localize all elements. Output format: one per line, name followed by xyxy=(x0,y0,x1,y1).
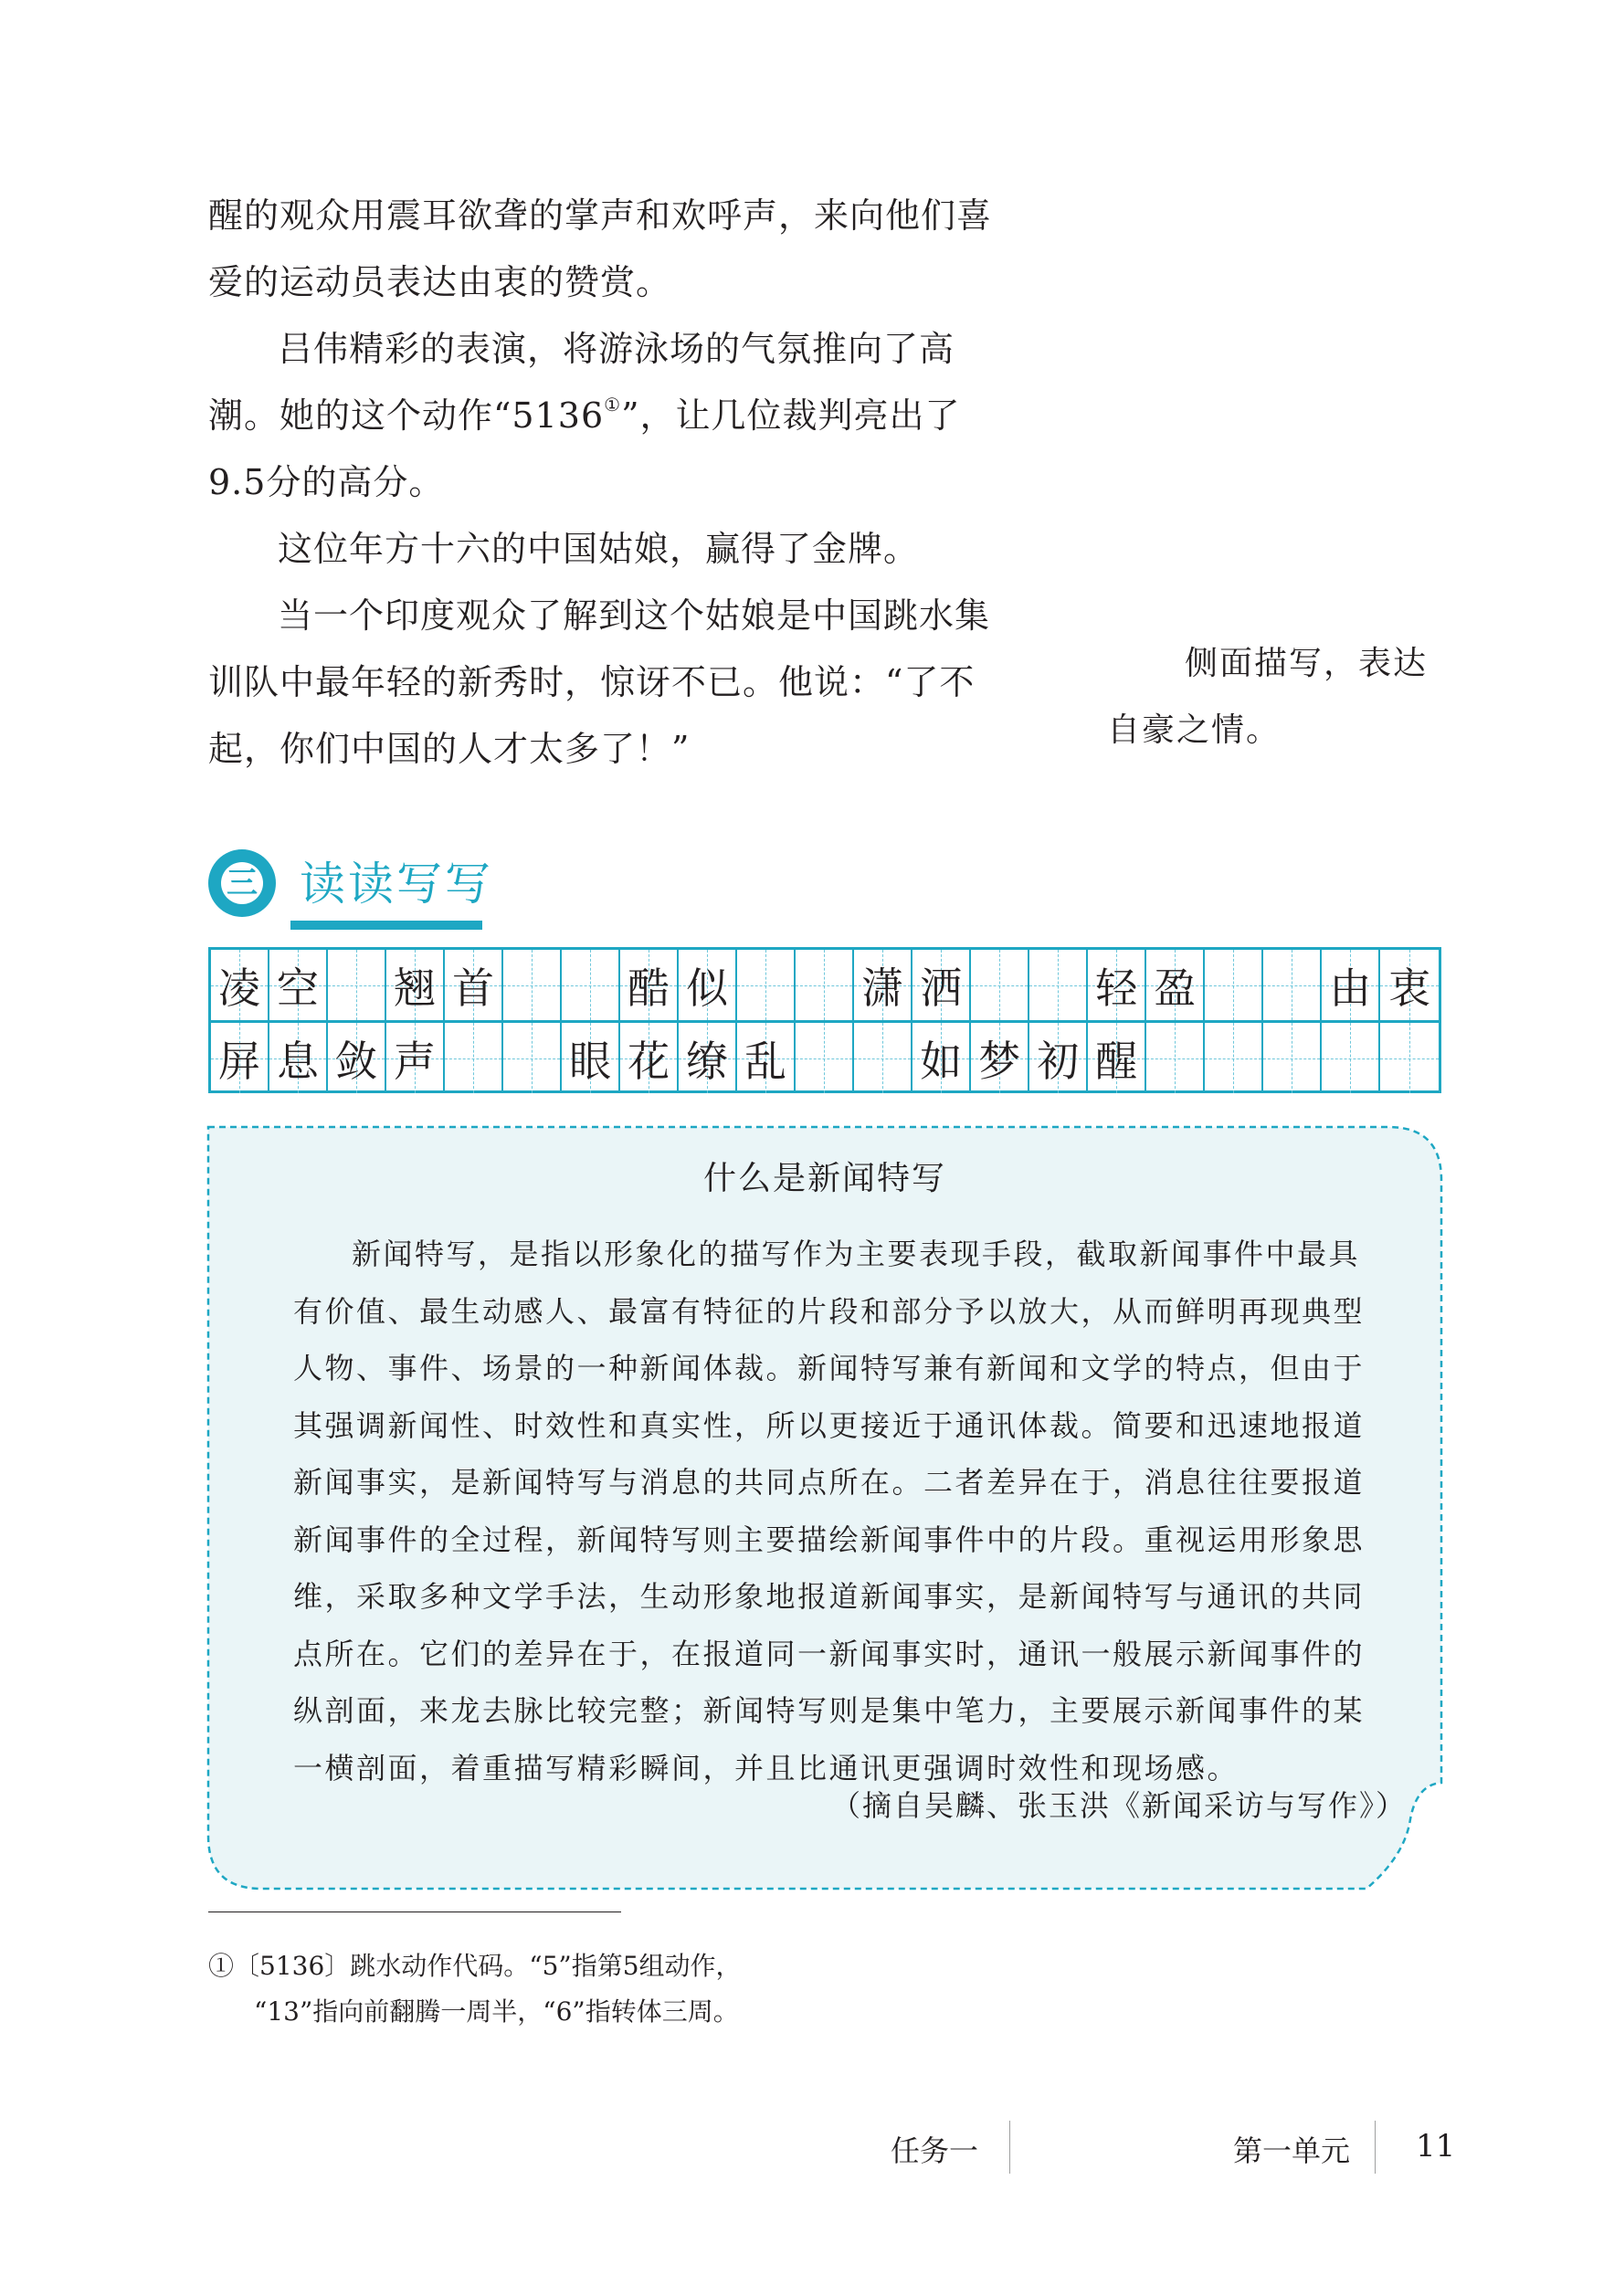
paragraph-2-text-b: ”，让几位裁判亮出了9.5分的高分。 xyxy=(208,395,961,502)
grid-cell: 如 xyxy=(912,1023,971,1093)
footer-divider xyxy=(1375,2121,1376,2174)
section-heading xyxy=(208,840,574,932)
section-title: 读读写写 xyxy=(300,858,493,911)
grid-cell xyxy=(1146,1023,1205,1093)
side-annotation xyxy=(1107,630,1472,764)
grid-cell xyxy=(1205,950,1263,1020)
footnote xyxy=(208,1943,939,2035)
grid-cell xyxy=(328,950,386,1020)
grid-cell: 翘 xyxy=(386,950,445,1020)
grid-cell xyxy=(503,950,562,1020)
paragraph-2 xyxy=(208,316,1012,516)
vocabulary-grid xyxy=(208,947,1441,1093)
info-box-source: （摘自吴麟、张玉洪《新闻采访与写作》） xyxy=(830,1788,1407,1823)
grid-cell xyxy=(562,950,620,1020)
info-box-title: 什么是新闻特写 xyxy=(702,1160,946,1197)
grid-cell: 醒 xyxy=(1088,1023,1146,1093)
grid-cell xyxy=(1322,1023,1380,1093)
grid-cell: 初 xyxy=(1029,1023,1088,1093)
grid-cell: 盈 xyxy=(1146,950,1205,1020)
grid-cell xyxy=(971,950,1029,1020)
paragraph-3: 这位年方十六的中国姑娘，赢得了金牌。 xyxy=(278,529,920,569)
grid-cell: 缭 xyxy=(679,1023,737,1093)
grid-cell xyxy=(445,1023,503,1093)
grid-cell: 首 xyxy=(445,950,503,1020)
footnote-marker[interactable]: ① xyxy=(604,394,622,416)
footnote-line-2: “13”指向前翻腾一周半，“6”指转体三周。 xyxy=(254,1996,739,2027)
page-number: 11 xyxy=(1416,2128,1456,2164)
grid-cell: 空 xyxy=(269,950,328,1020)
vocabulary-row-1 xyxy=(211,950,1439,1020)
grid-cell: 乱 xyxy=(737,1023,796,1093)
grid-cell xyxy=(796,950,854,1020)
page-footer xyxy=(0,2128,1614,2183)
grid-cell xyxy=(737,950,796,1020)
section-number-badge xyxy=(208,849,276,917)
grid-cell: 潇 xyxy=(854,950,912,1020)
paragraph-1: 醒的观众用震耳欲聋的掌声和欢呼声，来向他们喜爱的运动员表达由衷的赞赏。 xyxy=(208,195,993,302)
grid-cell xyxy=(1380,1023,1439,1093)
section-title-underline xyxy=(290,921,482,930)
footer-task: 任务一 xyxy=(891,2133,979,2168)
grid-cell: 屏 xyxy=(211,1023,269,1093)
grid-cell: 眼 xyxy=(562,1023,620,1093)
info-box xyxy=(206,1125,1443,1891)
grid-cell: 息 xyxy=(269,1023,328,1093)
footnote-line-1: ①〔5136〕跳水动作代码。“5”指第5组动作， xyxy=(208,1951,742,1981)
main-text xyxy=(208,183,1012,783)
section-number: 三 xyxy=(227,865,258,901)
grid-cell: 酷 xyxy=(620,950,679,1020)
grid-cell: 由 xyxy=(1322,950,1380,1020)
grid-cell: 似 xyxy=(679,950,737,1020)
grid-cell: 凌 xyxy=(211,950,269,1020)
grid-cell: 轻 xyxy=(1088,950,1146,1020)
grid-cell: 洒 xyxy=(912,950,971,1020)
grid-cell xyxy=(854,1023,912,1093)
grid-cell xyxy=(503,1023,562,1093)
grid-cell: 梦 xyxy=(971,1023,1029,1093)
grid-cell xyxy=(1205,1023,1263,1093)
grid-cell: 敛 xyxy=(328,1023,386,1093)
paragraph-4: 当一个印度观众了解到这个姑娘是中国跳水集训队中最年轻的新秀时，惊讶不已。他说：“了不起，你们中国的人才太多了！” xyxy=(208,595,991,769)
grid-cell xyxy=(1263,950,1322,1020)
info-box-body: 新闻特写，是指以形象化的描写作为主要表现手段，截取新闻事件中最具有价值、最生动感人、最富有特征的片段和部分予以放大，从而鲜明再现典型人物、事件、场景的一种新闻体裁。新闻特写兼有新闻和文学的特点，但由于其强调新闻性、时效性和真实性，所以更接近于通讯体裁。简要和迅速地报道新闻事实，是新闻特写与消息的共同点所在。二者差异在于，消息往往要报道新闻事件的全过程，新闻特写则主要描绘新闻事件中的片段。重视运用形象思维，采取多种文学手法，生动形象地报道新闻事实，是新闻特写与通讯的共同点所在。它们的差异在于，在报道同一新闻事实时，通讯一般展示新闻事件的纵剖面，来龙去脉比较完整；新闻特写则是集中笔力，主要展示新闻事件的某一横剖面，着重描写精彩瞬间，并且比通讯更强调时效性和现场感。 xyxy=(293,1237,1366,1785)
paragraph-2-text-a: 吕伟精彩的表演，将游泳场的气氛推向了高潮。她的这个动作“5136 xyxy=(208,329,955,436)
footer-unit: 第一单元 xyxy=(1233,2133,1351,2168)
grid-cell xyxy=(796,1023,854,1093)
grid-cell: 花 xyxy=(620,1023,679,1093)
footer-divider xyxy=(1009,2121,1010,2174)
grid-cell: 声 xyxy=(386,1023,445,1093)
vocabulary-row-2 xyxy=(211,1020,1439,1093)
grid-cell: 衷 xyxy=(1380,950,1439,1020)
grid-cell xyxy=(1263,1023,1322,1093)
side-annotation-line-1: 侧面描写，表达 xyxy=(1185,645,1429,682)
grid-cell xyxy=(1029,950,1088,1020)
side-annotation-line-2: 自豪之情。 xyxy=(1107,711,1282,749)
